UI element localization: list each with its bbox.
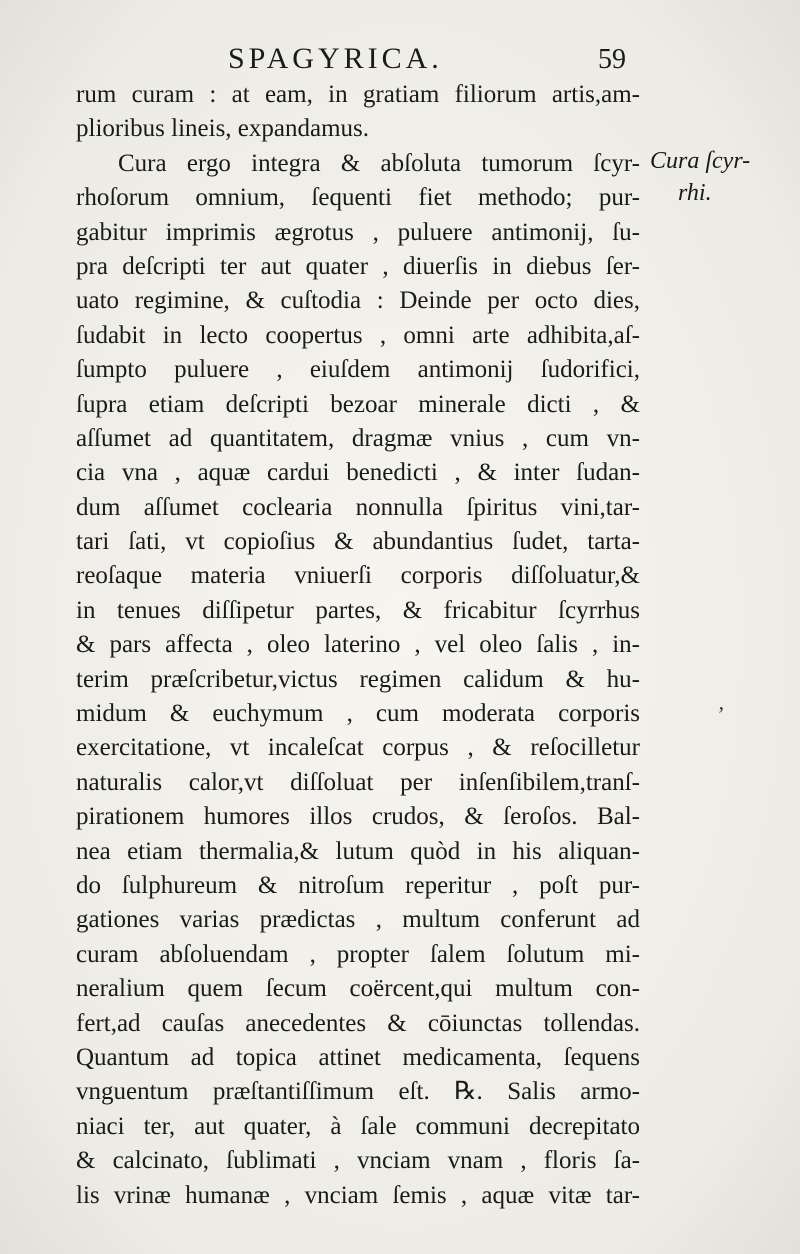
- text-line: pirationem humores illos crudos, & ſeroſos. Bal-: [76, 803, 640, 831]
- text-line: ſumpto puluere , eiuſdem antimonij ſudorifici,: [76, 356, 640, 384]
- text-line: rhoſorum omnium, ſequenti fiet methodo; pur-: [76, 184, 640, 212]
- text-line: ſudabit in lecto coopertus , omni arte adhibita,aſ-: [76, 321, 640, 349]
- text-line: Cura ergo integra & abſoluta tumorum ſcyr-: [118, 149, 640, 177]
- page-number: 59: [598, 44, 626, 75]
- margin-note-line: rhi.: [678, 180, 712, 206]
- text-line: ſupra etiam deſcripti bezoar minerale dicti , &: [76, 390, 640, 418]
- text-line: plioribus lineis, expandamus.: [76, 115, 370, 143]
- text-line: terim præſcribetur,victus regimen calidum & hu-: [76, 665, 640, 693]
- text-line: naturalis calor,vt diſſoluat per inſenſibilem,tranſ-: [76, 768, 640, 796]
- text-line: dum aſſumet coclearia nonnulla ſpiritus vini,tar-: [76, 493, 640, 521]
- margin-note: [650, 145, 800, 209]
- text-line: uato regimine, & cuſtodia : Deinde per octo dies,: [76, 287, 640, 315]
- stray-ink-mark: ʼ: [716, 702, 724, 727]
- text-line: cia vna , aquæ cardui benedicti , & inter ſudan-: [76, 459, 640, 487]
- body-text: [76, 78, 640, 1213]
- text-line: gabitur imprimis ægrotus , puluere antimonij, ſu-: [76, 218, 640, 246]
- text-line: niaci ter, aut quater, à ſale communi decrepitato: [76, 1112, 640, 1140]
- text-line: tari ſati, vt copioſius & abundantius ſudet, tarta-: [76, 528, 640, 556]
- running-head: SPAGYRICA.: [228, 42, 443, 75]
- text-line: Quantum ad topica attinet medicamenta, ſequens: [76, 1043, 640, 1071]
- text-line: do ſulphureum & nitroſum reperitur , poſt pur-: [76, 871, 640, 899]
- text-line: fert,ad cauſas anecedentes & cōiunctas tollendas.: [76, 1009, 640, 1037]
- text-line: midum & euchymum , cum moderata corporis: [76, 700, 640, 728]
- text-line: reoſaque materia vniuerſi corporis diſſoluatur,&: [76, 562, 640, 590]
- text-line: gationes varias prædictas , multum conferunt ad: [76, 906, 640, 934]
- text-line: aſſumet ad quantitatem, dragmæ vnius , cum vn-: [76, 424, 640, 452]
- text-line: neralium quem ſecum coërcent,qui multum con-: [76, 975, 640, 1003]
- text-line: vnguentum præſtantiſſimum eſt. ℞. Salis armo-: [76, 1078, 640, 1106]
- text-line: & pars affecta , oleo laterino , vel oleo ſalis , in-: [76, 631, 640, 659]
- text-line: pra deſcripti ter aut quater , diuerſis in diebus ſer-: [76, 252, 640, 280]
- text-line: & calcinato, ſublimati , vnciam vnam , floris ſa-: [76, 1147, 640, 1175]
- text-line: rum curam : at eam, in gratiam filiorum artis,am-: [76, 81, 640, 108]
- page-header: [0, 42, 800, 82]
- margin-note-line: Cura ſcyr-: [650, 148, 751, 174]
- text-line: exercitatione, vt incaleſcat corpus , & reſocilletur: [76, 734, 640, 762]
- text-line: in tenues diſſipetur partes, & fricabitur ſcyrrhus: [76, 596, 640, 624]
- text-line: nea etiam thermalia,& lutum quòd in his aliquan-: [76, 837, 640, 865]
- text-line: lis vrinæ humanæ , vnciam ſemis , aquæ vitæ tar-: [76, 1181, 640, 1209]
- text-line: curam abſoluendam , propter ſalem ſolutum mi-: [76, 940, 640, 968]
